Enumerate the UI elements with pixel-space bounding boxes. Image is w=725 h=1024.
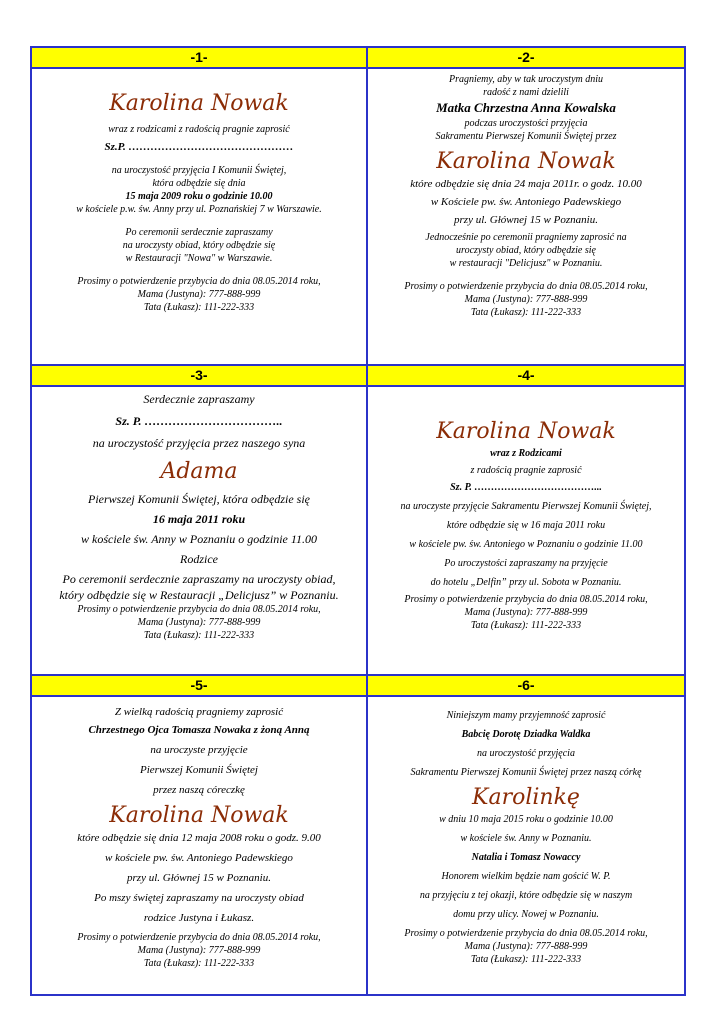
card-3-guest-line: Sz. P. …………………………….. <box>115 414 283 428</box>
card-1-child-name: Karolina Nowak <box>109 91 289 116</box>
card-4-child-name: Karolina Nowak <box>436 419 616 444</box>
card-1-line: na uroczystość przyjęcia I Komunii Świętej, <box>111 165 287 176</box>
card-4-line: do hotelu „Delfin” przy ul. Sobota w Poznaniu. <box>430 577 622 588</box>
card-1-number: -1- <box>32 48 366 69</box>
card-row-3 <box>32 676 684 994</box>
card-2-number: -2- <box>368 48 684 69</box>
card-6-rsvp: Prosimy o potwierdzenie przybycia do dnia 08.05.2014 roku, <box>404 928 648 939</box>
card-3-line: w kościele św. Anny w Poznaniu o godzinie 11.00 <box>81 532 317 546</box>
card-3-line: Po ceremonii serdecznie zapraszamy na uroczysty obiad, <box>62 572 336 586</box>
card-2-godmother: Matka Chrzestna Anna Kowalska <box>436 100 616 115</box>
card-3-phone-father: Tata (Łukasz): 111-222-333 <box>143 630 255 641</box>
card-2-date: które odbędzie się dnia 24 maja 2011r. o godz. 10.00 <box>410 178 642 190</box>
card-5-phone-mother: Mama (Justyna): 777-888-999 <box>137 945 261 956</box>
card-6-child-name: Karolinkę <box>472 785 580 810</box>
card-5-line: w kościele pw. św. Antoniego Padewskiego <box>105 852 293 864</box>
card-2-body <box>368 69 684 319</box>
card-3-line: który odbędzie się w Restauracji „Delicjusz” w Poznaniu. <box>59 588 339 602</box>
card-1-guest-line: Sz.P. ……………………………………… <box>104 141 294 153</box>
card-1-line: w kościele p.w. św. Anny przy ul. Poznańskiej 7 w Warszawie. <box>76 204 322 215</box>
card-5-date: które odbędzie się dnia 12 maja 2008 roku o godz. 9.00 <box>77 832 321 844</box>
card-6-phone-mother: Mama (Justyna): 777-888-999 <box>464 941 588 952</box>
card-6-number: -6- <box>368 676 684 697</box>
card-2-phone-mother: Mama (Justyna): 777-888-999 <box>464 294 588 305</box>
card-3-phone-mother: Mama (Justyna): 777-888-999 <box>137 617 261 628</box>
card-4-line: na uroczyste przyjęcie Sakramentu Pierwszej Komunii Świętej, <box>400 501 652 512</box>
card-3-line: Rodzice <box>180 552 218 566</box>
invitation-sheet <box>30 46 686 996</box>
card-4-rsvp: Prosimy o potwierdzenie przybycia do dnia 08.05.2014 roku, <box>404 594 648 605</box>
card-3-line: Pierwszej Komunii Świętej, która odbędzie się <box>88 492 310 506</box>
card-4-number: -4- <box>368 366 684 387</box>
card-5-line: Pierwszej Komunii Świętej <box>140 764 258 776</box>
card-6-grandparents: Babcię Dorotę Dziadka Waldka <box>461 729 591 740</box>
card-5-body <box>32 697 366 970</box>
card-5-godfather: Chrzestnego Ojca Tomasza Nowaka z żoną Anną <box>88 724 310 736</box>
card-3-line: na uroczystość przyjęcia przez naszego syna <box>92 436 306 450</box>
card-4-body <box>368 387 684 632</box>
card-6-line: na przyjęciu z tej okazji, które odbędzie się w naszym <box>419 890 633 901</box>
card-5-line: Po mszy świętej zapraszamy na uroczysty obiad <box>94 892 304 904</box>
card-row-2 <box>32 366 684 676</box>
card-4-date: które odbędzie się w 16 maja 2011 roku <box>446 520 606 531</box>
card-2-line: uroczysty obiad, który odbędzie się <box>456 245 596 256</box>
card-6-line: w kościele św. Anny w Poznaniu. <box>460 833 592 844</box>
card-4-guest-line: Sz. P. ………………………………... <box>450 482 602 493</box>
card-1-line: wraz z rodzicami z radością pragnie zaprosić <box>108 124 290 135</box>
card-5-line: przy ul. Głównej 15 w Poznaniu. <box>127 872 271 884</box>
card-5-rsvp: Prosimy o potwierdzenie przybycia do dnia 08.05.2014 roku, <box>77 932 321 943</box>
card-2-line: w restauracji "Delicjusz" w Poznaniu. <box>449 258 603 269</box>
card-4-phone-father: Tata (Łukasz): 111-222-333 <box>470 620 582 631</box>
card-5-line: na uroczyste przyjęcie <box>150 744 248 756</box>
card-4-line: w kościele pw. św. Antoniego w Poznaniu o godzinie 11.00 <box>409 539 643 550</box>
card-5-phone-father: Tata (Łukasz): 111-222-333 <box>143 958 255 969</box>
card-1-rsvp: Prosimy o potwierdzenie przybycia do dnia 08.05.2014 roku, <box>77 276 321 287</box>
card-5-line: rodzice Justyna i Łukasz. <box>143 912 255 924</box>
card-2-rsvp: Prosimy o potwierdzenie przybycia do dnia 08.05.2014 roku, <box>404 281 648 292</box>
card-1-date: 15 maja 2009 roku o godzinie 10.00 <box>125 191 273 202</box>
card-6-line: Niniejszym mamy przyjemność zaprosić <box>446 710 606 721</box>
card-6-body <box>368 697 684 966</box>
card-3-body <box>32 387 366 642</box>
card-4-line: Po uroczystości zapraszamy na przyjęcie <box>444 558 608 569</box>
card-3-line: Serdecznie zapraszamy <box>143 392 255 406</box>
card-1-body <box>32 69 366 314</box>
card-2-line: Pragniemy, aby w tak uroczystym dniu <box>448 74 604 85</box>
card-1-line: w Restauracji "Nowa" w Warszawie. <box>125 253 273 264</box>
card-2-phone-father: Tata (Łukasz): 111-222-333 <box>470 307 582 318</box>
card-4-line: wraz z Rodzicami <box>490 448 562 459</box>
card-5-number: -5- <box>32 676 366 697</box>
card-3-child-name: Adama <box>160 459 238 484</box>
card-row-1 <box>32 48 684 366</box>
card-3-number: -3- <box>32 366 366 387</box>
card-1-phone-father: Tata (Łukasz): 111-222-333 <box>143 302 255 313</box>
card-2-line: Jednocześnie po ceremonii pragniemy zaprosić na <box>425 232 627 243</box>
row-divider <box>32 674 684 676</box>
row-divider <box>32 364 684 366</box>
card-1-phone-mother: Mama (Justyna): 777-888-999 <box>137 289 261 300</box>
card-2-line: radość z nami dzielili <box>483 87 569 98</box>
card-6-parents: Natalia i Tomasz Nowaccy <box>471 852 581 863</box>
card-6-date: w dniu 10 maja 2015 roku o godzinie 10.00 <box>439 814 613 825</box>
card-2-line: Sakramentu Pierwszej Komunii Świętej przez <box>435 131 617 142</box>
card-1-line: która odbędzie się dnia <box>152 178 246 189</box>
card-2-line: przy ul. Głównej 15 w Poznaniu. <box>454 214 598 226</box>
card-3-rsvp: Prosimy o potwierdzenie przybycia do dnia 08.05.2014 roku, <box>77 604 321 615</box>
card-6-line: domu przy ulicy. Nowej w Poznaniu. <box>453 909 599 920</box>
card-5-child-name: Karolina Nowak <box>109 803 289 828</box>
card-3-date: 16 maja 2011 roku <box>152 512 246 526</box>
card-2-line: podczas uroczystości przyjęcia <box>464 118 588 129</box>
card-6-line: Sakramentu Pierwszej Komunii Świętej przez naszą córkę <box>410 767 642 778</box>
card-6-line: Honorem wielkim będzie nam gościć W. P. <box>441 871 611 882</box>
card-6-phone-father: Tata (Łukasz): 111-222-333 <box>470 954 582 965</box>
card-1-line: Po ceremonii serdecznie zapraszamy <box>125 227 273 238</box>
card-4-line: z radością pragnie zaprosić <box>470 465 582 476</box>
card-5-line: przez naszą córeczkę <box>153 784 245 796</box>
card-1-line: na uroczysty obiad, który odbędzie się <box>122 240 276 251</box>
card-4-phone-mother: Mama (Justyna): 777-888-999 <box>464 607 588 618</box>
card-2-child-name: Karolina Nowak <box>436 149 616 174</box>
card-2-line: w Kościele pw. św. Antoniego Padewskiego <box>430 196 622 208</box>
card-5-line: Z wielką radością pragniemy zaprosić <box>114 706 284 718</box>
card-6-line: na uroczystość przyjęcia <box>477 748 575 759</box>
